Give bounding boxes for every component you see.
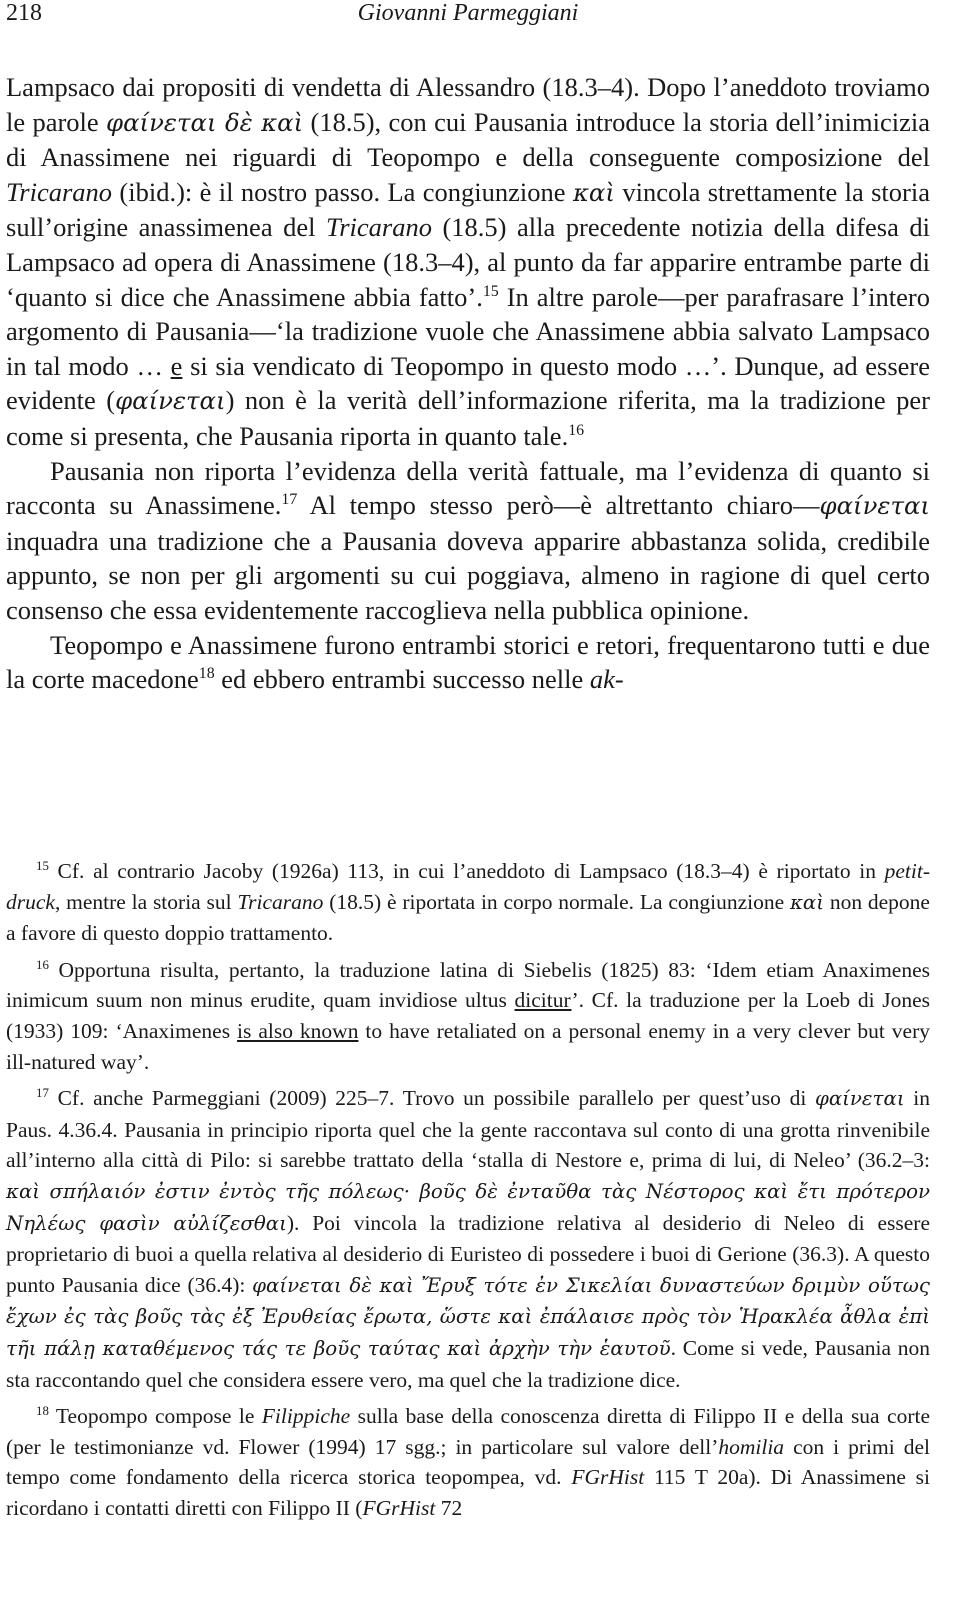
text-run: inquadra una tradizione che a Pausania doveva apparire abbastanza solida, credibile appunto, se non per gli argomenti su cui poggiava, almeno in ragione di quel certo consenso che essa evidentemente raccoglieva nella pubblica opinione. bbox=[6, 525, 930, 625]
work-title: Tricarano bbox=[237, 889, 324, 914]
text-run: (18.5) alla precedente notizia della difesa di Lampsaco ad opera di Anassimene (18.3–4), al punto da far apparire entrambe parte di ‘quanto si dice che Anassimene abbia fatto’. bbox=[6, 212, 930, 312]
underlined-phrase: is also known bbox=[237, 1018, 359, 1043]
text-run: In altre parole—per parafrasare l’intero argomento di Pausania—‘la tradizione vuole che Anassimene abbia salvato Lampsaco in tal modo … bbox=[6, 281, 930, 381]
text-run: si sia vendicato di Teopompo in questo modo …’. Dunque, ad essere evidente ( bbox=[6, 350, 931, 416]
text-run: Teopompo e Anassimene furono entrambi storici e retori, frequentarono tutti e due la corte macedone bbox=[6, 629, 930, 695]
main-text bbox=[6, 70, 930, 697]
page-number: 218 bbox=[6, 0, 42, 26]
paragraph-2 bbox=[6, 454, 930, 628]
running-title: Giovanni Parmeggiani bbox=[357, 0, 579, 26]
text-run: Teopompo compose le bbox=[48, 1404, 262, 1429]
footnote-number: 18 bbox=[36, 1403, 49, 1418]
paragraph-3 bbox=[6, 628, 930, 697]
footnote-16 bbox=[6, 955, 930, 1077]
footnotes bbox=[6, 856, 930, 1529]
greek-word: φαίνεται bbox=[115, 386, 226, 416]
text-run: Opportuna risulta, pertanto, la traduzione latina di Siebelis (1825) 83: ‘Idem etiam Anaximenes inimicum suum non minus erudite, quam invidiose ultus bbox=[6, 957, 930, 1013]
footnote-ref-16[interactable]: 16 bbox=[568, 422, 585, 440]
work-title: FGrHist bbox=[571, 1465, 645, 1490]
text-run: Lampsaco dai propositi di vendetta di Alessandro (18.3–4). Dopo l’aneddoto troviamo le parole bbox=[6, 72, 930, 137]
text-run: in Paus. 4.36.4. Pausania in principio riporta quel che la gente raccontava sul conto di una grotta rinvenibile all’interno alla città di Pilo: si sarebbe trattato della ‘stalla di Nestore e, prima di lui, di Neleo’ (36.2–3: bbox=[6, 1086, 930, 1173]
footnote-ref-17[interactable]: 17 bbox=[281, 491, 298, 509]
text-run: non depone a favore di questo doppio trattamento. bbox=[6, 889, 930, 946]
work-title: Tricarano bbox=[6, 176, 113, 207]
text-run: . Come si vede, Pausania non sta raccontando quel che considera essere vero, ma quel che la tradizione dice. bbox=[6, 1335, 930, 1392]
greek-word: καὶ bbox=[789, 890, 825, 914]
footnote-18 bbox=[6, 1401, 930, 1523]
text-run: 72 bbox=[435, 1495, 463, 1520]
footnote-number: 16 bbox=[36, 957, 49, 972]
text-run: Pausania non riporta l’evidenza della verità fattuale, ma l’evidenza di quanto si racconta su Anassimene. bbox=[6, 455, 930, 521]
underlined-word: e bbox=[170, 350, 183, 381]
footnote-number: 15 bbox=[36, 858, 49, 873]
text-run: ). Poi vincola la tradizione relativa al desiderio di Neleo di essere proprietario di buoi a quella relativa al desiderio di Euristeo di possedere i buoi di Gerione (36.3). A questo punto Pausania dice (36.4): bbox=[6, 1210, 930, 1297]
text-run: , mentre la storia sul bbox=[54, 889, 238, 914]
greek-word: φαίνεται bbox=[814, 1087, 905, 1111]
text-run: ’. Cf. la traduzione per la Loeb di Jones (1933) 109: ‘Anaximenes bbox=[6, 988, 930, 1043]
text-run: Cf. al contrario Jacoby (1926a) 113, in cui l’aneddoto di Lampsaco (18.3–4) è riportato in bbox=[48, 859, 885, 883]
text-run: ed ebbero entrambi successo nelle bbox=[214, 664, 590, 695]
text-run: (18.5), con cui Pausania introduce la storia dell’inimicizia di Anassimene nei riguardi di Teopompo e della conseguente composizione del bbox=[6, 106, 930, 173]
page-header bbox=[6, 0, 930, 30]
footnote-17 bbox=[6, 1083, 930, 1395]
work-title: FGrHist bbox=[362, 1495, 436, 1520]
footnote-ref-15[interactable]: 15 bbox=[482, 282, 499, 300]
italic-term: homilia bbox=[718, 1434, 785, 1459]
greek-phrase: φαίνεται δὲ καὶ bbox=[106, 107, 304, 137]
text-run: vincola strettamente la storia sull’origine anassimenea del bbox=[6, 176, 930, 243]
paragraph-1 bbox=[6, 70, 930, 454]
footnote-15 bbox=[6, 856, 930, 949]
text-run: 115 T 20a). Di Anassimene si ricordano i contatti diretti con Filippo II ( bbox=[6, 1465, 930, 1520]
greek-quotation: καὶ σπήλαιόν ἐστιν ἐντὸς τῆς πόλεως· βοῦς δὲ ἐνταῦθα τὰς Νέστορος καὶ ἔτι πρότερον Νηλέως φασὶν αὐλίζεσθαι bbox=[6, 1179, 930, 1235]
work-title: Filippiche bbox=[261, 1404, 351, 1429]
hyphenated-word: ak- bbox=[589, 664, 624, 695]
text-run: Cf. anche Parmeggiani (2009) 225–7. Trovo un possibile parallelo per quest’uso di bbox=[48, 1086, 815, 1111]
text-run: (18.5) è riportata in corpo normale. La congiunzione bbox=[323, 889, 790, 914]
greek-quotation: φαίνεται δὲ καὶ Ἔρυξ τότε ἐν Σικελίαι δυναστεύων δριμὺν οὕτως ἔχων ἐς τὰς βοῦς τὰς ἐξ Ἐρυθείας ἔρωτα, ὥστε καὶ ἐπάλαισε πρὸς τὸν Ἡρακλέα ἆθλα ἐπὶ τῆι πάλῃ καταθέμενος τάς τε βοῦς ταύτας καὶ ἀρχὴν τὴν ἑαυτοῦ bbox=[6, 1273, 930, 1360]
italic-term: petit-druck bbox=[6, 859, 930, 914]
greek-word: καὶ bbox=[572, 177, 615, 207]
work-title: Tricarano bbox=[325, 212, 432, 243]
text-run: to have retaliated on a personal enemy in a very clever but very ill-natured way’. bbox=[6, 1018, 931, 1074]
text-run: con i primi del tempo come fondamento della ricerca storica teopompea, vd. bbox=[6, 1434, 930, 1490]
text-run: Al tempo stesso però—è altrettanto chiaro— bbox=[297, 490, 820, 521]
text-run: ) non è la verità dell’informazione riferita, ma la tradizione per come si presenta, che Pausania riporta in quanto tale. bbox=[6, 385, 930, 451]
greek-word: φαίνεται bbox=[819, 491, 930, 521]
footnote-ref-18[interactable]: 18 bbox=[198, 665, 215, 683]
text-run: sulla base della conoscenza diretta di Filippo II e della sua corte (per le testimonianze vd. Flower (1994) 17 sgg.; in particolare sul valore dell’ bbox=[6, 1404, 930, 1459]
text-run: (ibid.): è il nostro passo. La congiunzione bbox=[112, 176, 573, 207]
footnote-number: 17 bbox=[36, 1086, 49, 1100]
underlined-word: dicitur bbox=[514, 988, 572, 1013]
